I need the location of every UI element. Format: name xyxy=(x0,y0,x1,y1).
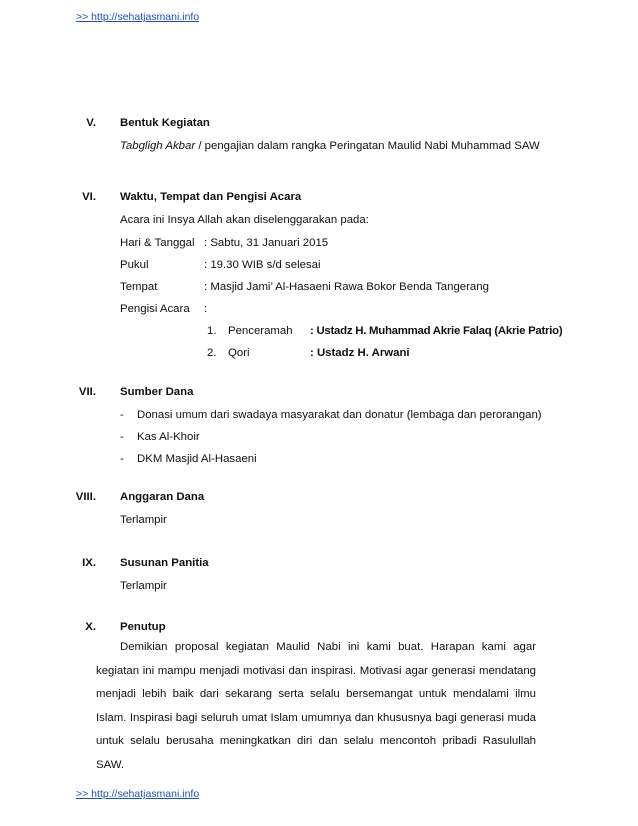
section-vi-title: Waktu, Tempat dan Pengisi Acara xyxy=(120,191,302,203)
schedule-value-time: : 19.30 WIB s/d selesai xyxy=(204,259,321,271)
section-v-body xyxy=(120,139,540,153)
fund-item-3: DKM Masjid Al-Hasaeni xyxy=(137,453,257,465)
section-vi-intro: Acara ini Insya Allah akan diselenggarakan pada: xyxy=(120,214,369,226)
speaker-1-name: : Ustadz H. Muhammad Akrie Falaq (Akrie Patrio) xyxy=(310,325,563,337)
section-v-number: V. xyxy=(86,117,96,129)
fund-item-2: Kas Al-Khoir xyxy=(137,431,200,443)
speaker-1-role: Penceramah xyxy=(228,325,293,337)
schedule-value-speakers: : xyxy=(204,303,208,315)
section-viii-number: VIII. xyxy=(75,491,96,503)
section-viii-title: Anggaran Dana xyxy=(120,491,205,503)
section-v-body-rest: / pengajian dalam rangka Peringatan Maulid Nabi Muhammad SAW xyxy=(195,140,540,152)
section-v-title: Bentuk Kegiatan xyxy=(120,117,210,129)
section-x-title: Penutup xyxy=(120,621,166,633)
section-vii-title: Sumber Dana xyxy=(120,386,194,398)
footer-link[interactable]: >> http://sehatjasmani.info xyxy=(76,788,200,800)
fund-bullet-3: - xyxy=(120,453,124,465)
fund-bullet-2: - xyxy=(120,431,124,443)
section-ix-number: IX. xyxy=(82,557,96,569)
section-x-number: X. xyxy=(85,621,96,633)
schedule-label-date: Hari & Tanggal xyxy=(120,237,195,249)
speaker-2-name: : Ustadz H. Arwani xyxy=(310,347,410,359)
fund-bullet-1: - xyxy=(120,409,124,421)
schedule-label-place: Tempat xyxy=(120,281,158,293)
header-link[interactable]: >> http://sehatjasmani.info xyxy=(76,11,200,23)
section-v-body-italic: Tabgligh Akbar xyxy=(120,140,196,152)
speaker-2-role: Qori xyxy=(228,347,250,359)
section-ix-body: Terlampir xyxy=(120,580,167,592)
speaker-1-number: 1. xyxy=(207,325,217,337)
schedule-value-place: : Masjid Jami’ Al-Hasaeni Rawa Bokor Benda Tangerang xyxy=(204,281,489,293)
section-ix-title: Susunan Panitia xyxy=(120,557,209,569)
schedule-label-time: Pukul xyxy=(120,259,149,271)
schedule-label-speakers: Pengisi Acara xyxy=(120,303,190,315)
speaker-2-number: 2. xyxy=(207,347,217,359)
section-vii-number: VII. xyxy=(78,386,96,398)
section-viii-body: Terlampir xyxy=(120,514,167,526)
fund-item-1: Donasi umum dari swadaya masyarakat dan donatur (lembaga dan perorangan) xyxy=(137,409,542,421)
section-x-paragraph: Demikian proposal kegiatan Maulid Nabi ini kami buat. Harapan kami agar kegiatan ini mampu menjadi motivasi dan inspirasi. Motivasi agar generasi mendatang menjadi lebih baik dari sekarang serta selalu bersemangat untuk mendalami ilmu Islam. Inspirasi bagi seluruh umat Islam umumnya dan khususnya bagi generasi muda untuk selalu berusaha meningkatkan diri dan selalu mencontoh pribadi Rasulullah SAW. xyxy=(96,641,536,771)
schedule-value-date: : Sabtu, 31 Januari 2015 xyxy=(204,237,329,249)
section-vi-number: VI. xyxy=(82,191,96,203)
